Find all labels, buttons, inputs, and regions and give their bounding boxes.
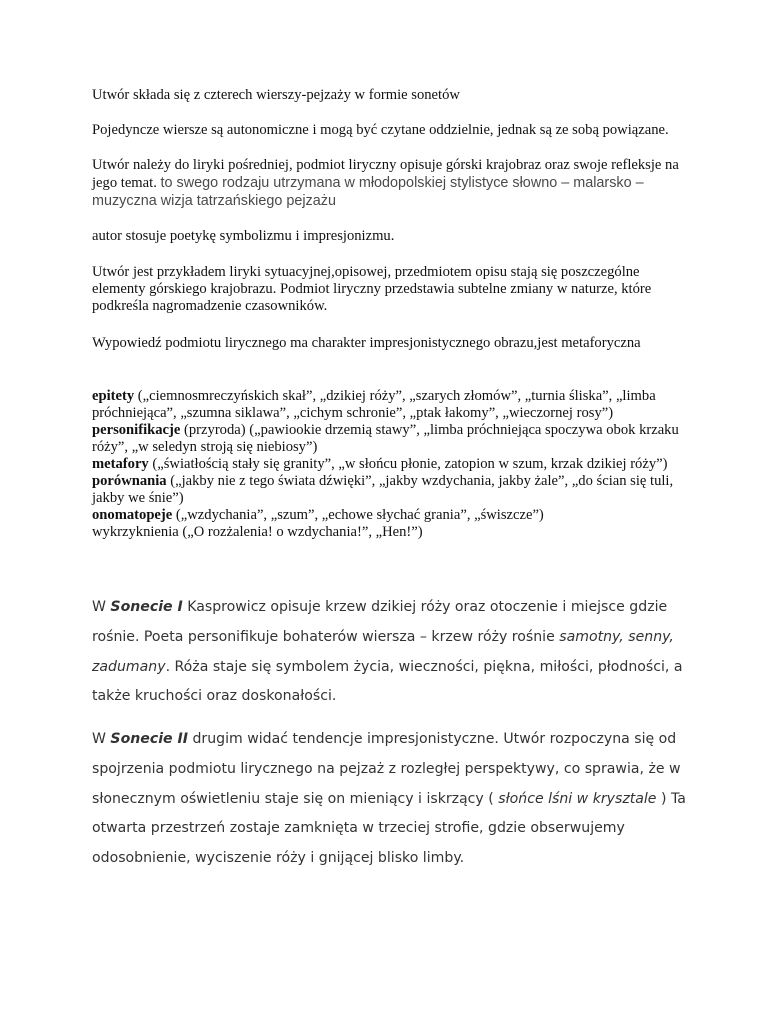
sonet-1-traits: samotny, senny, zadumany (92, 628, 674, 675)
device-term: porównania (92, 473, 167, 489)
sonet-2-w: W (92, 731, 111, 747)
stylistic-devices-list (92, 388, 692, 541)
device-personifikacje (92, 422, 692, 456)
sonet-2-paragraph (92, 725, 692, 874)
intro-situational: Utwór jest przykładem liryki sytuacyjnej,opisowej, przedmiotem opisu stają się poszczególne elementy górskiego krajobrazu. Podmiot liryczny przedstawia subtelne zmiany w naturze, które podkreśla nagromadzenie czasowników. (92, 264, 652, 314)
sonet-2-quote: słońce lśni w krysztale (498, 790, 657, 807)
device-examples: („wzdychania”, „szum”, „echowe słychać grania”, „świszcze”) (172, 507, 544, 523)
device-metafory (92, 456, 692, 473)
sonet-1-paragraph (92, 593, 692, 712)
device-term: personifikacje (92, 422, 181, 438)
sonet-1-text-a: Kasprowicz opisuje krzew dzikiej róży oraz otoczenie i miejsce gdzie rośnie. Poeta personifikuje bohaterów wiersza – krzew róży rośnie (92, 599, 668, 645)
sonet-2-title: Sonecie II (110, 731, 188, 747)
sonet-2-text-b: ) Ta otwarta przestrzeń zostaje zamknięta w trzeciej strofie, gdzie obserwujemy odosobnienie, wyciszenie róży i gnijącej blisko limby. (92, 790, 686, 867)
intro-lyric-quote: to swego rodzaju utrzymana w młodopolskiej stylistyce słowno – malarsko – muzyczna wizja tatrzańskiego pejzażu (92, 175, 644, 209)
intro-lyric-type-text: Utwór należy do liryki pośredniej, podmiot liryczny opisuje górski krajobraz oraz swoje refleksje na jego temat. (92, 157, 679, 191)
sonet-1-text-b: . Róża staje się symbolem życia, wieczności, piękna, miłości, płodności, a także kruchości oraz doskonałości. (92, 658, 683, 705)
sonet-1-title: Sonecie I (110, 599, 183, 615)
device-term: epitety (92, 388, 135, 404)
device-wykrzyknienia: wykrzyknienia („O rozżalenia! o wzdychania!”, „Hen!”) (92, 524, 423, 540)
device-term: metafory (92, 456, 149, 472)
device-examples: (przyroda) („pawiookie drzemią stawy”, „limba próchniejąca spoczywa obok krzaku róży”, „w seledyn stroją się niebiosy”) (92, 422, 679, 455)
intro-autonomy: Pojedyncze wiersze są autonomiczne i mogą być czytane oddzielnie, jednak są ze sobą powiązane. (92, 122, 669, 138)
intro-metaphoric: Wypowiedź podmiotu lirycznego ma charakter impresjonistycznego obrazu,jest metaforyczna (92, 335, 641, 351)
sonet-1-w: W (92, 599, 111, 615)
device-examples: („jakby nie z tego świata dźwięki”, „jakby wzdychania, jakby żale”, „do ścian się tuli, jakby we śnie”) (92, 473, 674, 506)
intro-lyric-type (92, 157, 692, 210)
intro-poetics: autor stosuje poetykę symbolizmu i impresjonizmu. (92, 228, 395, 244)
device-epitety (92, 388, 692, 422)
sonet-2-text-a: drugim widać tendencje impresjonistyczne. Utwór rozpoczyna się od spojrzenia podmiotu lirycznego na pejzaż z rozległej perspektywy, co sprawia, że w słonecznym oświetleniu staje się on mieniący i iskrzący ( (92, 731, 681, 807)
device-porownania (92, 473, 692, 507)
intro-sonnet-form: Utwór składa się z czterech wierszy-pejzaży w formie sonetów (92, 87, 460, 103)
device-examples: („ciemnosmreczyńskich skał”, „dzikiej róży”, „szarych złomów”, „turnia śliska”, „limba próchniejąca”, „szumna siklawa”, „cichym schronie”, „ptak łakomy”, „wieczornej rosy”) (92, 388, 656, 421)
device-term: onomatopeje (92, 507, 173, 523)
device-examples: („światłością stały się granity”, „w słońcu płonie, zatopion w szum, krzak dzikiej róży”) (148, 456, 668, 472)
device-onomatopeje (92, 507, 692, 524)
